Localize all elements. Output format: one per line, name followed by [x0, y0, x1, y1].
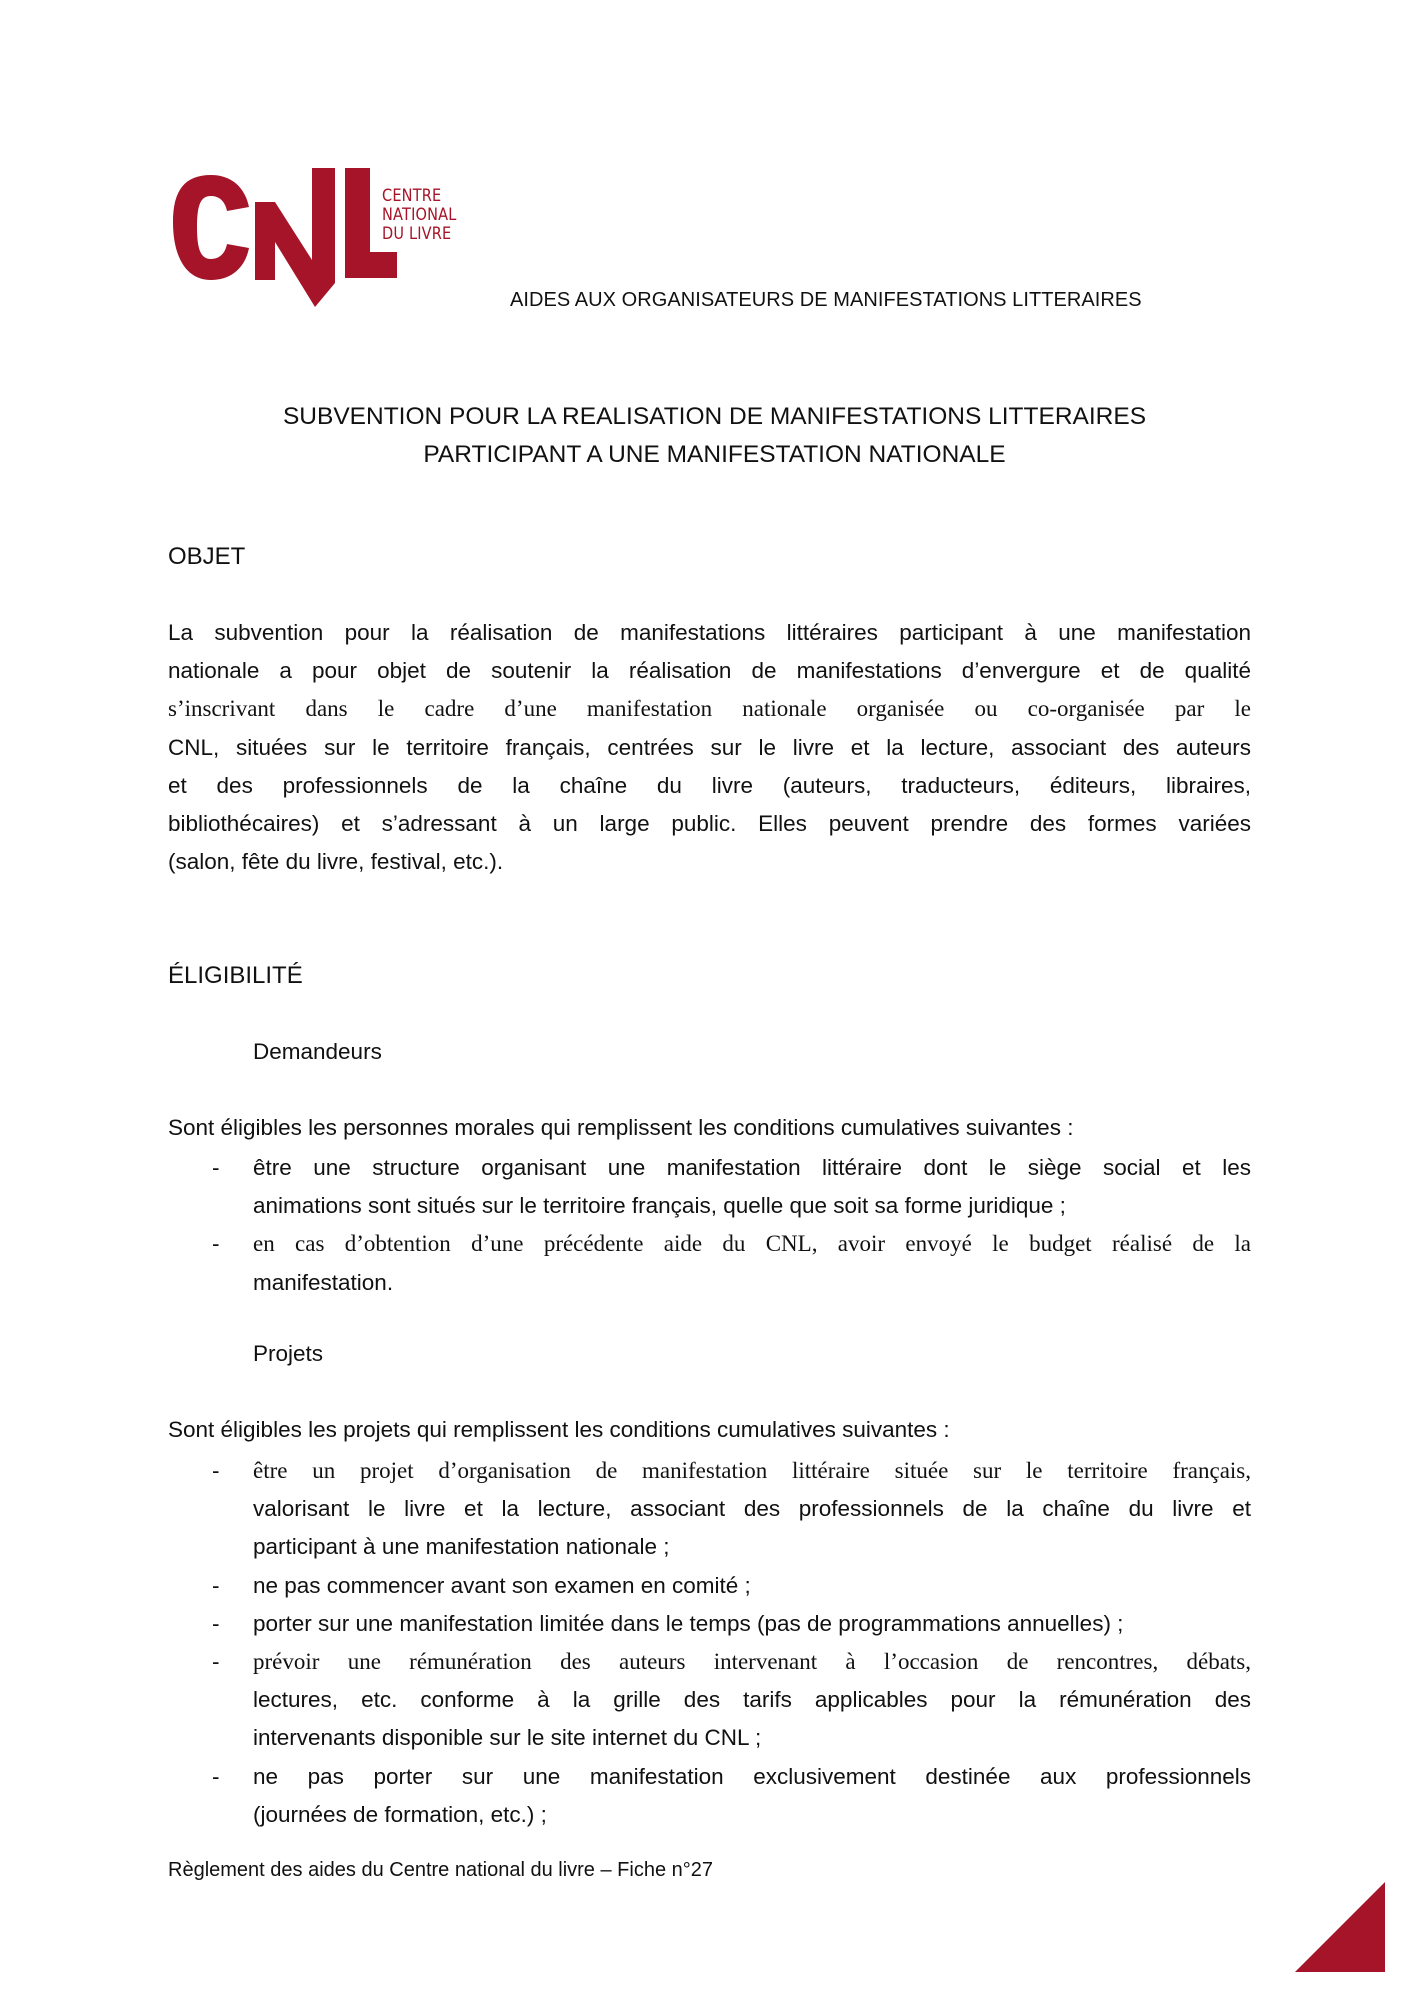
- projets-intro: Sont éligibles les projets qui remplissent les conditions cumulatives suivantes :: [168, 1417, 950, 1442]
- projets-list: [168, 1452, 1251, 1834]
- list-item-line: animations sont situés sur le territoire français, quelle que soit sa forme juridique ;: [253, 1193, 1066, 1219]
- list-item: [168, 1452, 1251, 1567]
- list-item-line: en cas d’obtention d’une précédente aide du CNL, avoir envoyé le budget réalisé de la: [253, 1231, 1251, 1257]
- title-line-2: PARTICIPANT A UNE MANIFESTATION NATIONALE: [423, 441, 1006, 468]
- list-item: [168, 1643, 1251, 1758]
- list-item: [168, 1567, 1251, 1605]
- category-header: AIDES AUX ORGANISATEURS DE MANIFESTATIONS LITTERAIRES: [510, 289, 1142, 311]
- logo-letter-n: [255, 168, 335, 307]
- bullet-dash: -: [212, 1572, 220, 1598]
- objet-paragraph: [168, 614, 1251, 881]
- corner-triangle-decoration: [1290, 1878, 1390, 1978]
- objet-line: CNL, situées sur le territoire français, centrées sur le livre et la lecture, associant des auteurs: [168, 734, 1251, 760]
- objet-line: nationale a pour objet de soutenir la réalisation de manifestations d’envergure et de qualité: [168, 658, 1251, 684]
- objet-line: bibliothécaires) et s’adressant à un large public. Elles peuvent prendre des formes variées: [168, 810, 1251, 836]
- list-item-line: prévoir une rémunération des auteurs intervenant à l’occasion de rencontres, débats,: [253, 1648, 1251, 1674]
- bullet-dash: -: [212, 1610, 220, 1636]
- list-item-line: ne pas commencer avant son examen en comité ;: [253, 1572, 751, 1598]
- list-item: [168, 1758, 1251, 1834]
- list-item-line: intervenants disponible sur le site internet du CNL ;: [253, 1725, 762, 1751]
- list-item-line: être une structure organisant une manifestation littéraire dont le siège social et les: [253, 1155, 1251, 1180]
- demandeurs-list: [168, 1149, 1251, 1302]
- logo-line-centre: CENTRE: [382, 186, 442, 205]
- objet-line: s’inscrivant dans le cadre d’une manifestation nationale organisée ou co-organisée par le: [168, 696, 1251, 722]
- bullet-dash: -: [212, 1458, 220, 1483]
- bullet-dash: -: [212, 1763, 220, 1789]
- objet-line: (salon, fête du livre, festival, etc.).: [168, 849, 504, 875]
- bullet-dash: -: [212, 1155, 220, 1180]
- objet-line: La subvention pour la réalisation de manifestations littéraires participant à une manifestation: [168, 620, 1251, 645]
- corner-triangle-icon: [1295, 1882, 1385, 1972]
- title-line-1: SUBVENTION POUR LA REALISATION DE MANIFESTATIONS LITTERAIRES: [282, 403, 1147, 430]
- list-item: [168, 1605, 1251, 1643]
- bullet-dash: -: [212, 1648, 220, 1674]
- list-item-line: (journées de formation, etc.) ;: [253, 1801, 547, 1827]
- logo-line-du-livre: DU LIVRE: [382, 224, 452, 243]
- list-item: [168, 1149, 1251, 1225]
- list-item-line: être un projet d’organisation de manifestation littéraire située sur le territoire français,: [253, 1458, 1251, 1483]
- list-item-line: manifestation.: [253, 1269, 394, 1295]
- logo-letter-c: [173, 175, 249, 280]
- section-heading-eligibilite: ÉLIGIBILITÉ: [168, 962, 303, 989]
- bullet-dash: -: [212, 1231, 220, 1257]
- list-item-line: ne pas porter sur une manifestation exclusivement destinée aux professionnels: [253, 1763, 1251, 1789]
- subheading-projets: Projets: [253, 1341, 324, 1366]
- logo-wordmark: [382, 186, 457, 243]
- list-item-line: porter sur une manifestation limitée dans le temps (pas de programmations annuelles) ;: [253, 1610, 1124, 1636]
- cnl-logo: [165, 160, 485, 320]
- cnl-logo-mark: [165, 160, 405, 320]
- list-item-line: lectures, etc. conforme à la grille des tarifs applicables pour la rémunération des: [253, 1687, 1251, 1713]
- subheading-demandeurs: Demandeurs: [253, 1039, 382, 1064]
- list-item: [168, 1225, 1251, 1301]
- section-heading-objet: OBJET: [168, 543, 246, 570]
- list-item-line: valorisant le livre et la lecture, associant des professionnels de la chaîne du livre et: [253, 1496, 1251, 1522]
- objet-line: et des professionnels de la chaîne du livre (auteurs, traducteurs, éditeurs, libraires,: [168, 772, 1251, 798]
- list-item-line: participant à une manifestation nationale ;: [253, 1534, 670, 1560]
- logo-line-national: NATIONAL: [382, 205, 457, 224]
- page-footer: Règlement des aides du Centre national du livre – Fiche n°27: [168, 1859, 713, 1881]
- demandeurs-intro: Sont éligibles les personnes morales qui remplissent les conditions cumulatives suivantes :: [168, 1115, 1074, 1140]
- document-title: [0, 398, 1415, 474]
